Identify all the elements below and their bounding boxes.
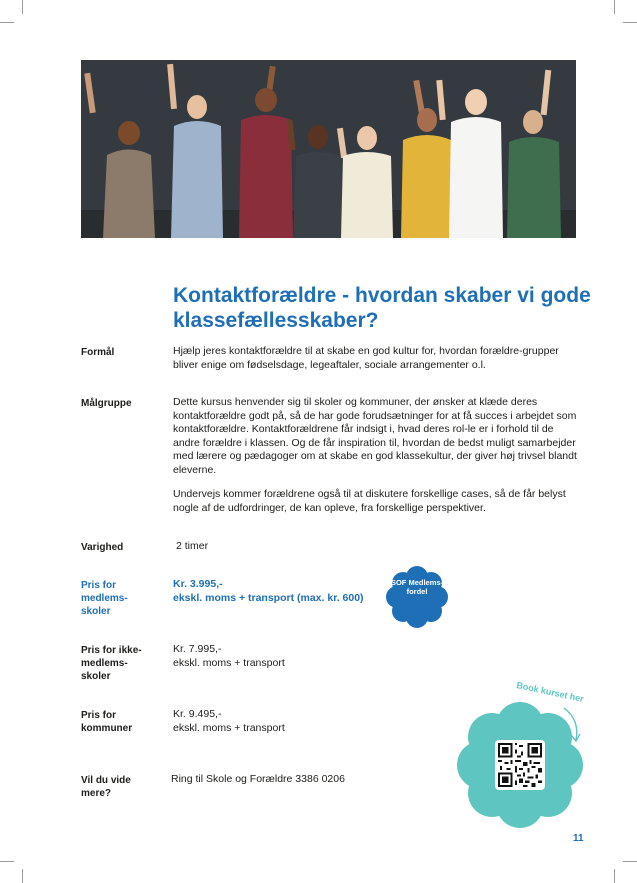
text-maalgruppe-2: Undervejs kommer forældrene også til at diskutere forskellige cases, så de får belyst nogle af de udfordringer, de kan opleve, fra forskellige perspektiver. [173, 488, 566, 514]
member-badge-icon [384, 564, 450, 630]
people-illustration [81, 60, 576, 238]
text-kontakt: Ring til Skole og Forældre 3386 0206 [171, 773, 345, 785]
text-varighed: 2 timer [176, 540, 209, 552]
member-badge-text: SOF Medlems-fordel [390, 578, 444, 596]
label-formaal: Formål [81, 347, 115, 358]
qr-code-icon[interactable] [495, 740, 545, 790]
crop-mark [0, 861, 14, 862]
crop-mark [614, 869, 615, 883]
group-photo [81, 60, 576, 238]
crop-mark [22, 869, 23, 883]
label-varighed: Varighed [81, 542, 124, 553]
book-course-label: Book kurset her [515, 679, 585, 705]
price-ikke-medlem: Kr. 7.995,- [173, 643, 222, 655]
price-kommuner: Kr. 9.495,- [173, 708, 222, 720]
text-formaal: Hjælp jeres kontaktforældre til at skabe en god kultur for, hvordan forældre-grupper bliver enige om fødselsdage, legeaftaler, sociale arrangementer o.l. [173, 345, 559, 371]
price-medlem-detail: ekskl. moms + transport (max. kr. 600) [173, 592, 364, 604]
label-pris-medlem: Pris for medlems-skoler [81, 580, 128, 617]
crop-mark [614, 0, 615, 14]
crop-mark [22, 0, 23, 14]
crop-mark [0, 22, 14, 23]
label-pris-ikke-medlem: Pris for ikke-medlems-skoler [81, 645, 142, 682]
crop-mark [623, 22, 637, 23]
price-kommuner-detail: ekskl. moms + transport [173, 722, 285, 734]
page-number: 11 [573, 833, 584, 844]
text-maalgruppe-1: Dette kursus henvender sig til skoler og kommuner, der ønsker at klæde deres kontaktforældre godt på, så de har gode forudsætninger for at få succes i arbejdet som kontaktforældre. Kontaktforældrene får indsigt i, hvad deres rol-le er i forhold til de andre forældre i klassen. Og de får inspiration til, hvordan de bedst muligt samarbejder med lærere og pædagoger om at skabe en god klassekultur, der giver høj trivsel blandt eleverne. [173, 396, 577, 476]
price-ikke-medlem-detail: ekskl. moms + transport [173, 657, 285, 669]
label-kontakt: Vil du vide mere? [81, 775, 131, 799]
crop-mark [623, 861, 637, 862]
label-maalgruppe: Målgruppe [81, 398, 132, 409]
page-title: Kontaktforældre - hvordan skaber vi gode klassefællesskaber? [173, 284, 591, 332]
price-medlem: Kr. 3.995,- [173, 578, 223, 590]
label-pris-kommuner: Pris for kommuner [81, 710, 133, 734]
